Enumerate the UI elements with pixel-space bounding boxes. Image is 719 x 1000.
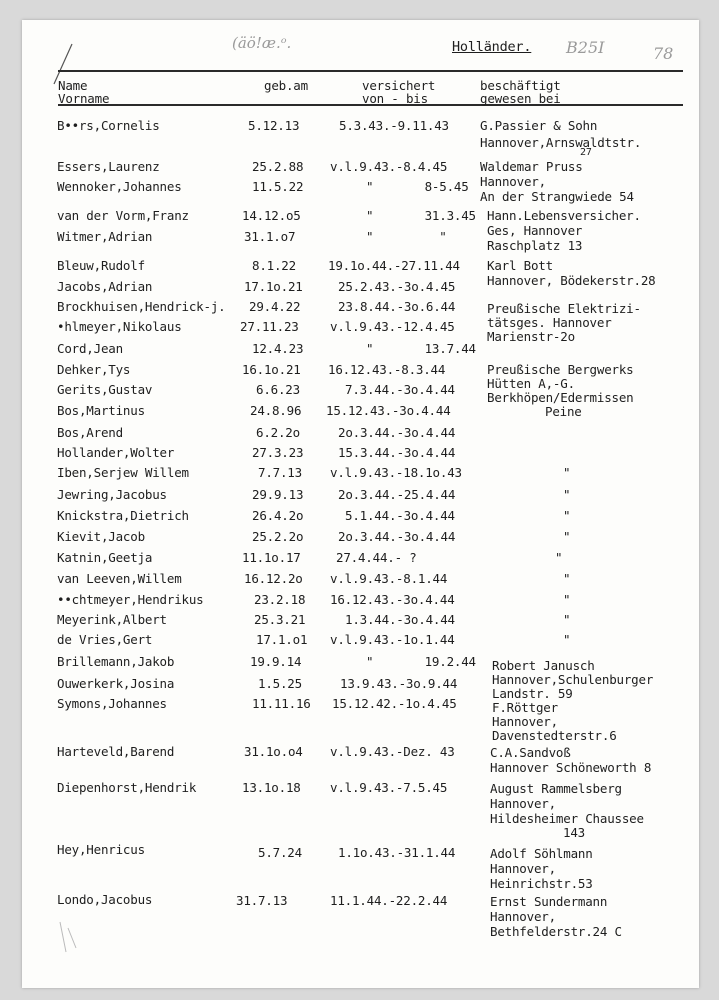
row-name: Ouwerkerk,Josina	[57, 676, 175, 691]
row-geb: 25.3.21	[254, 612, 306, 627]
row-name: Hey,Henricus	[57, 842, 145, 857]
row-geb: 29.4.22	[249, 299, 301, 314]
col-header-gewesen-bei: gewesen bei	[480, 91, 561, 106]
row-vers: " 19.2.44	[366, 654, 476, 669]
pencil-annotation-left: (äö!æ.ᵒ.	[232, 34, 292, 52]
row-geb: 6.6.23	[256, 382, 300, 397]
row-vers: 16.12.43.-8.3.44	[328, 362, 446, 377]
row-firma-ditto: "	[555, 550, 563, 565]
row-geb: 13.1o.18	[242, 780, 301, 795]
row-firma-line: F.Röttger	[492, 700, 558, 715]
row-geb: 12.4.23	[252, 341, 304, 356]
pencil-annotation-right: B25I	[566, 38, 605, 57]
col-header-vorname: Vorname	[58, 91, 110, 106]
row-firma-line: Heinrichstr.53	[490, 876, 593, 891]
row-firma-line: Davenstedterstr.6	[492, 728, 617, 743]
margin-pencil-mark-bottom	[54, 918, 84, 958]
row-geb: 27.3.23	[252, 445, 304, 460]
row-vers: 15.12.42.-1o.4.45	[332, 696, 457, 711]
row-vers: v.l.9.43.-Dez. 43	[330, 744, 455, 759]
row-geb: 31.7.13	[236, 893, 288, 908]
row-name: Essers,Laurenz	[57, 159, 160, 174]
row-geb: 16.1o.21	[242, 362, 301, 377]
row-firma-ditto: "	[563, 571, 571, 586]
row-firma-line: Hannover,Arnswaldtstr.	[480, 135, 642, 150]
row-geb: 5.7.24	[258, 845, 302, 860]
row-vers: 13.9.43.-3o.9.44	[340, 676, 458, 691]
row-firma-line: Robert Janusch	[492, 658, 595, 673]
row-vers: 2o.3.44.-3o.4.44	[338, 425, 456, 440]
row-firma-line: Hannover, Bödekerstr.28	[487, 273, 656, 288]
row-firma-line: Landstr. 59	[492, 686, 573, 701]
row-geb: 11.1o.17	[242, 550, 301, 565]
row-name: Hollander,Wolter	[57, 445, 175, 460]
row-firma-ditto: "	[563, 508, 571, 523]
row-name: Brockhuisen,Hendrick-j.	[57, 299, 226, 314]
col-header-geb: geb.am	[264, 78, 308, 93]
row-firma-ditto: "	[563, 632, 571, 647]
row-firma-line: tätsges. Hannover	[487, 315, 612, 330]
row-firma-line: G.Passier & Sohn	[480, 118, 598, 133]
row-name: Bleuw,Rudolf	[57, 258, 145, 273]
row-vers: " 31.3.45	[366, 208, 476, 223]
row-name: Bos,Arend	[57, 425, 123, 440]
row-firma-line: Waldemar Pruss	[480, 159, 583, 174]
row-vers: 11.1.44.-22.2.44	[330, 893, 448, 908]
row-name: Brillemann,Jakob	[57, 654, 175, 669]
row-firma-line: Hannover Schöneworth 8	[490, 760, 652, 775]
row-vers: 25.2.43.-3o.4.45	[338, 279, 456, 294]
row-firma-line: 143	[563, 825, 585, 840]
col-header-beschaeftigt: beschäftigt	[480, 78, 561, 93]
row-firma-line: Hannover,Schulenburger	[492, 672, 654, 687]
row-vers: 16.12.43.-3o.4.44	[330, 592, 455, 607]
row-firma-line: Berkhöpen/Edermissen	[487, 390, 634, 405]
row-geb: 8.1.22	[252, 258, 296, 273]
col-header-versichert: versichert	[362, 78, 436, 93]
row-firma-line: Adolf Söhlmann	[490, 846, 593, 861]
row-name: Gerits,Gustav	[57, 382, 153, 397]
row-firma-line: Hann.Lebensversicher.	[487, 208, 641, 223]
row-firma-line: August Rammelsberg	[490, 781, 622, 796]
row-name: Jewring,Jacobus	[57, 487, 167, 502]
row-vers: v.l.9.43.-8.1.44	[330, 571, 448, 586]
row-geb: 31.1o.o4	[244, 744, 303, 759]
row-name: van Leeven,Willem	[57, 571, 182, 586]
row-firma-ditto: "	[563, 612, 571, 627]
row-firma-line: Hannover,	[492, 714, 558, 729]
row-name: Katnin,Geetja	[57, 550, 153, 565]
row-geb: 11.5.22	[252, 179, 304, 194]
row-vers: 27.4.44.- ?	[336, 550, 417, 565]
row-geb: 16.12.2o	[244, 571, 303, 586]
row-geb: 19.9.14	[250, 654, 302, 669]
row-vers: 19.1o.44.-27.11.44	[328, 258, 460, 273]
row-vers: 23.8.44.-3o.6.44	[338, 299, 456, 314]
row-firma-ditto: "	[563, 465, 571, 480]
row-firma-line: Hütten A,-G.	[487, 376, 575, 391]
row-firma-line: C.A.Sandvoß	[490, 745, 571, 760]
row-vers: 5.1.44.-3o.4.44	[345, 508, 455, 523]
row-firma-ditto: "	[563, 592, 571, 607]
pencil-annotation-corner: 78	[653, 44, 674, 63]
row-firma-line: Ges, Hannover	[487, 223, 583, 238]
row-vers: " 13.7.44	[366, 341, 476, 356]
header-rule-top	[58, 70, 683, 72]
row-geb: 26.4.2o	[252, 508, 304, 523]
row-geb: 7.7.13	[258, 465, 302, 480]
row-name: ••chtmeyer,Hendrikus	[57, 592, 204, 607]
row-name: Witmer,Adrian	[57, 229, 153, 244]
row-firma-line: Karl Bott	[487, 258, 553, 273]
row-firma-line: Hannover,	[480, 174, 546, 189]
row-geb: 1.5.25	[258, 676, 302, 691]
row-vers: 2o.3.44.-25.4.44	[338, 487, 456, 502]
row-firma-line: Preußische Bergwerks	[487, 362, 634, 377]
row-vers: 1.3.44.-3o.4.44	[345, 612, 455, 627]
row-firma-line: Marienstr-2o	[487, 329, 575, 344]
row-name: B••rs,Cornelis	[57, 118, 160, 133]
row-name: Wennoker,Johannes	[57, 179, 182, 194]
row-vers: 7.3.44.-3o.4.44	[345, 382, 455, 397]
row-firma-line: Hannover,	[490, 796, 556, 811]
row-firma-line: An der Strangwiede 54	[480, 189, 634, 204]
row-firma-line: Bethfelderstr.24 C	[490, 924, 622, 939]
row-vers: 5.3.43.-9.11.43	[339, 118, 449, 133]
row-vers: 1.1o.43.-31.1.44	[338, 845, 456, 860]
row-geb: 24.8.96	[250, 403, 302, 418]
row-vers: " "	[366, 229, 447, 244]
row-firma-line: Hildesheimer Chaussee	[490, 811, 644, 826]
row-firma-line: Ernst Sundermann	[490, 894, 608, 909]
row-geb: 25.2.88	[252, 159, 304, 174]
row-geb: 23.2.18	[254, 592, 306, 607]
row-firma-line: Peine	[545, 404, 582, 419]
row-name: Harteveld,Barend	[57, 744, 175, 759]
row-vers: " 8-5.45	[366, 179, 469, 194]
row-firma-note: 27	[580, 147, 592, 158]
row-name: de Vries,Gert	[57, 632, 153, 647]
row-name: Symons,Johannes	[57, 696, 167, 711]
row-geb: 5.12.13	[248, 118, 300, 133]
row-name: Dehker,Tys	[57, 362, 131, 377]
row-vers: 2o.3.44.-3o.4.44	[338, 529, 456, 544]
row-name: Cord,Jean	[57, 341, 123, 356]
row-name: Kievit,Jacob	[57, 529, 145, 544]
row-vers: v.l.9.43.-7.5.45	[330, 780, 448, 795]
row-firma-ditto: "	[563, 529, 571, 544]
row-name: Diepenhorst,Hendrik	[57, 780, 197, 795]
row-geb: 17.1.o1	[256, 632, 308, 647]
row-name: •hlmeyer,Nikolaus	[57, 319, 182, 334]
row-geb: 6.2.2o	[256, 425, 300, 440]
row-geb: 11.11.16	[252, 696, 311, 711]
col-header-name: Name	[58, 78, 88, 93]
row-vers: v.l.9.43.-18.1o.43	[330, 465, 462, 480]
row-firma-line: Preußische Elektrizi-	[487, 301, 641, 316]
row-vers: v.l.9.43.-8.4.45	[330, 159, 448, 174]
page-title: Holländer.	[452, 39, 532, 55]
row-name: Jacobs,Adrian	[57, 279, 153, 294]
row-firma-ditto: "	[563, 487, 571, 502]
row-name: Iben,Serjew Willem	[57, 465, 189, 480]
row-name: Meyerink,Albert	[57, 612, 167, 627]
row-geb: 14.12.o5	[242, 208, 301, 223]
row-vers: 15.3.44.-3o.4.44	[338, 445, 456, 460]
row-firma-line: Raschplatz 13	[487, 238, 583, 253]
row-firma-line: Hannover,	[490, 861, 556, 876]
row-name: Londo,Jacobus	[57, 892, 153, 907]
row-name: van der Vorm,Franz	[57, 208, 189, 223]
row-geb: 31.1.o7	[244, 229, 296, 244]
row-vers: v.l.9.43.-1o.1.44	[330, 632, 455, 647]
row-geb: 17.1o.21	[244, 279, 303, 294]
row-name: Knickstra,Dietrich	[57, 508, 189, 523]
row-geb: 27.11.23	[240, 319, 299, 334]
row-vers: v.l.9.43.-12.4.45	[330, 319, 455, 334]
row-name: Bos,Martinus	[57, 403, 145, 418]
col-header-von-bis: von - bis	[362, 91, 428, 106]
row-firma-line: Hannover,	[490, 909, 556, 924]
row-vers: 15.12.43.-3o.4.44	[326, 403, 451, 418]
row-geb: 25.2.2o	[252, 529, 304, 544]
row-geb: 29.9.13	[252, 487, 304, 502]
